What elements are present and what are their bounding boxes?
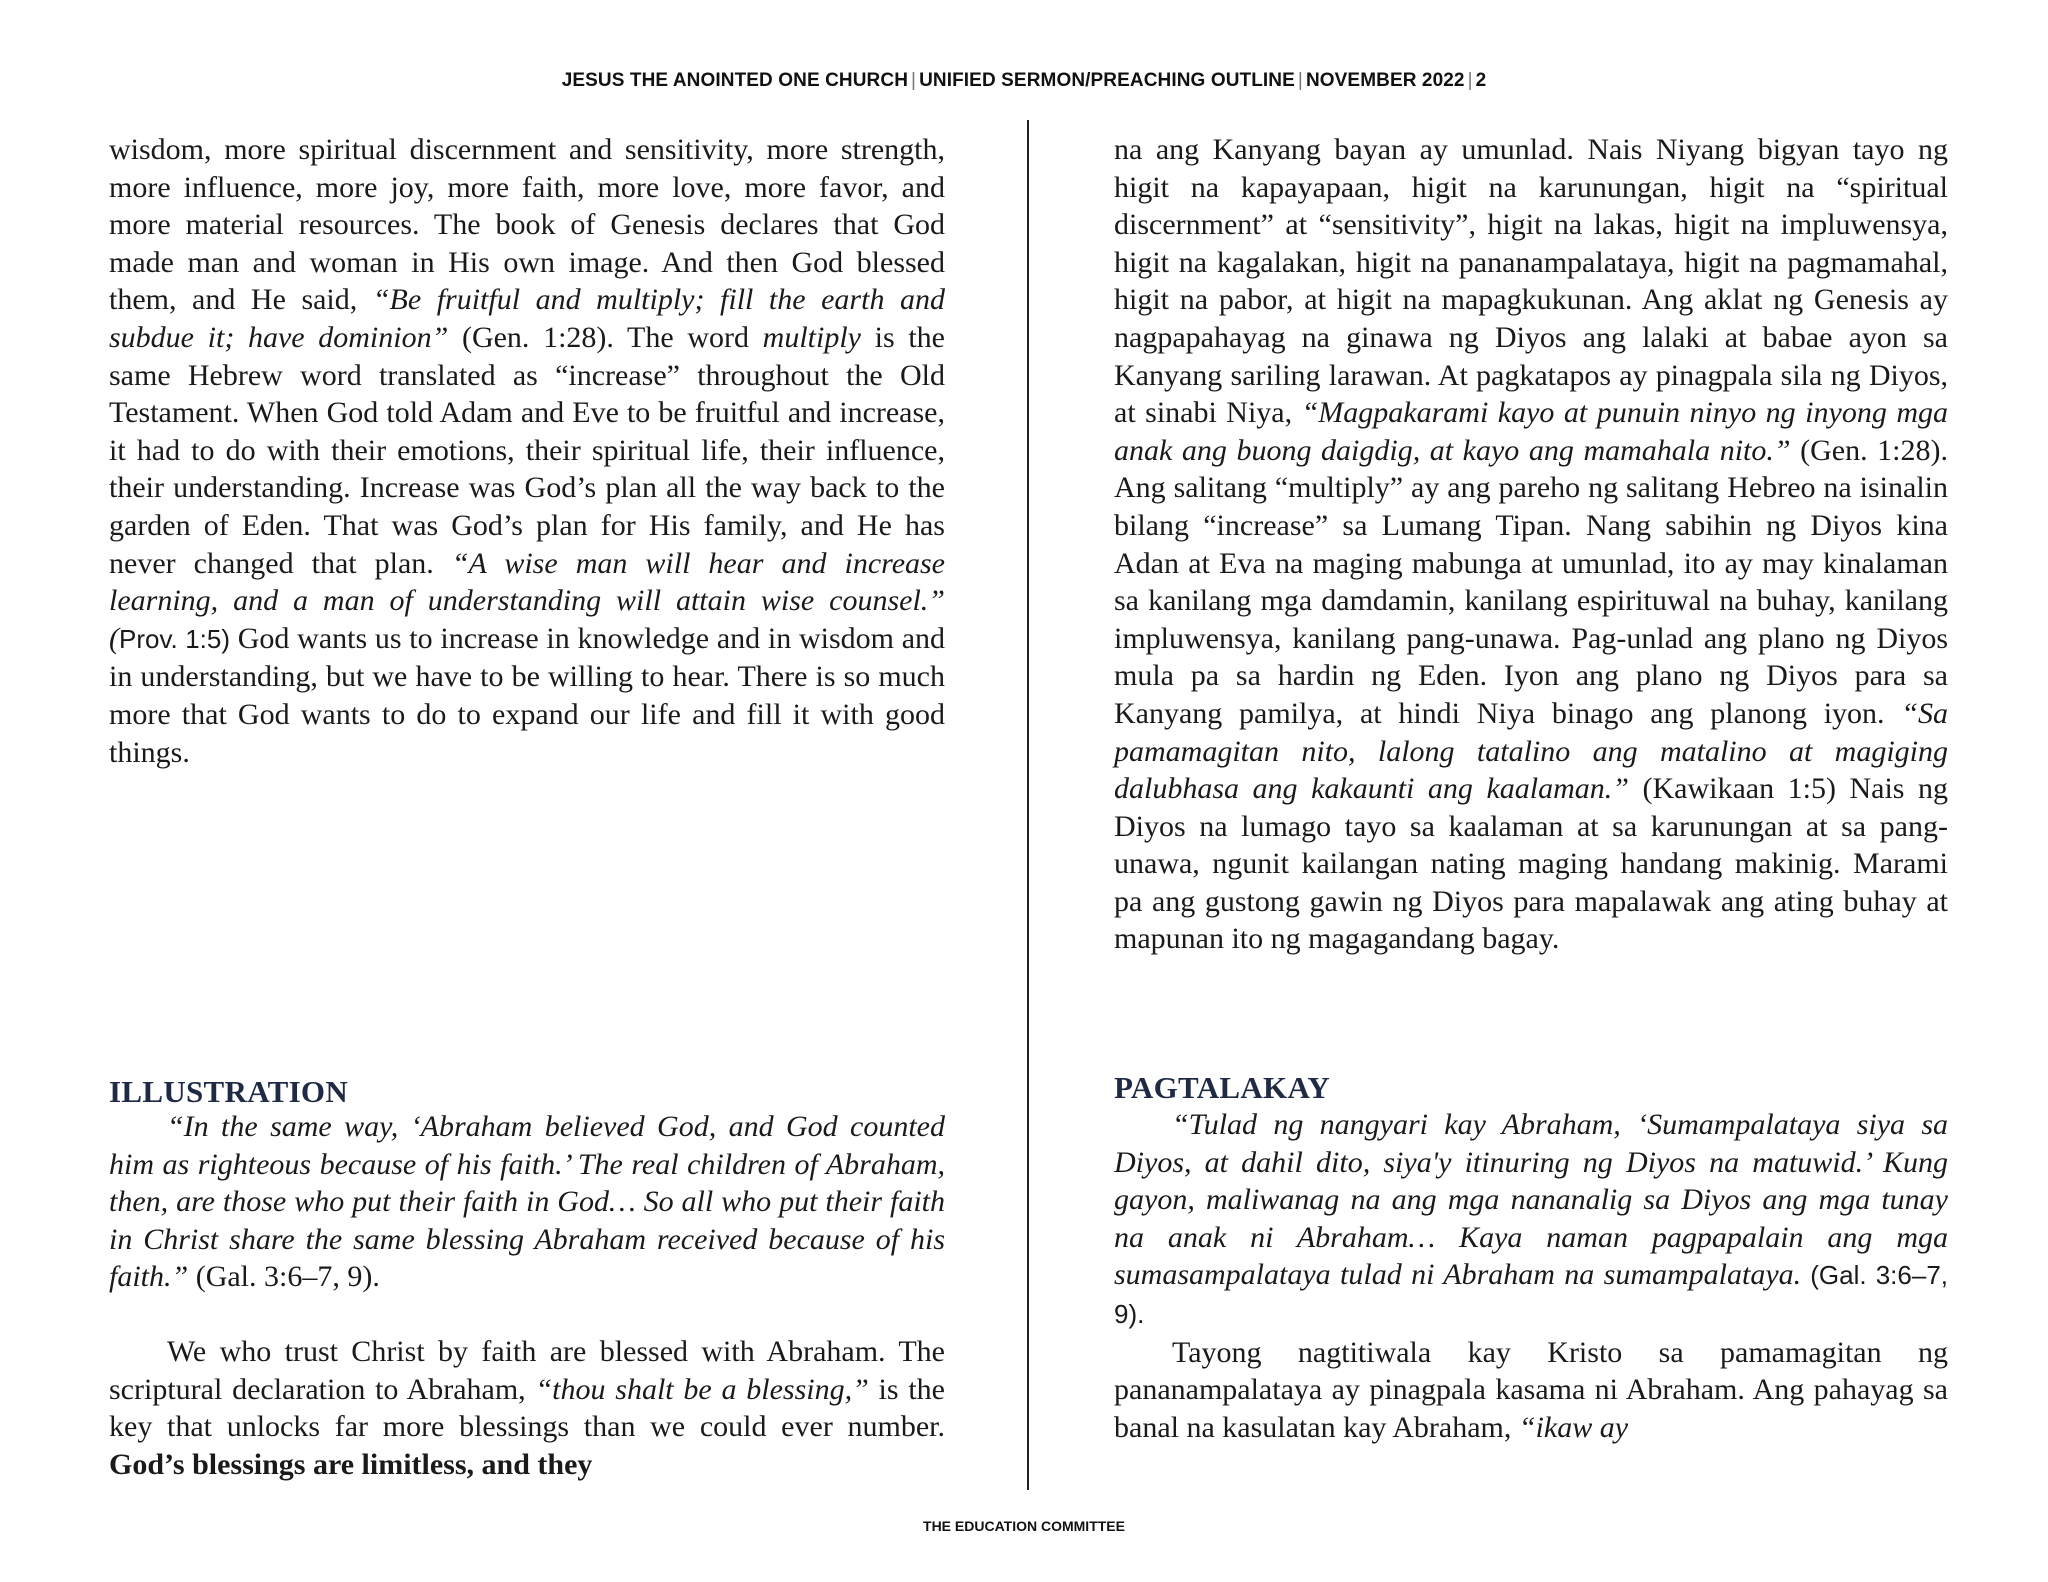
left-paragraph-3 — [109, 1333, 945, 1483]
emphasized-word: multiply — [762, 320, 861, 354]
header-separator: | — [911, 70, 917, 91]
left-column-top — [109, 131, 945, 771]
text-run: God wants us to increase in knowledge and in wisdom and in understanding, but we have to be willing to hear. There is so much more that God wants to do to expand our life and fill it with good things. — [109, 621, 946, 769]
scripture-reference: Prov. 1:5) — [119, 623, 231, 654]
bold-statement: God’s blessings are limitless, and they — [109, 1447, 593, 1481]
right-column-bottom — [1114, 1068, 1948, 1446]
scripture-quote: “A wise man will hear and increase learning, and a man of understanding will attain wise counsel.” ( — [109, 546, 945, 655]
left-column-bottom — [109, 1072, 945, 1483]
scripture-quote: “In the same way, ‘Abraham believed God, and God counted him as righteous because of his faith.’ The real children of Abraham, then, are those who put their faith in God… So all who put their faith in Christ share the same blessing Abraham received because of his faith.” — [109, 1110, 945, 1294]
header-date: NOVEMBER 2022 — [1305, 70, 1465, 91]
column-divider — [1027, 120, 1029, 1490]
page-footer: THE EDUCATION COMMITTEE — [923, 1518, 1125, 1534]
right-column-top — [1114, 131, 1948, 958]
scripture-quote: “thou shalt be a blessing,” — [535, 1372, 869, 1406]
page-header — [0, 70, 2048, 92]
text-run: is the same Hebrew word translated as “increase” throughout the Old Testament. When God told Adam and Eve to be fruitful and increase, it had to do with their emotions, their spiritual life, their influence, their understanding. Increase was God’s plan all the way back to the garden of Eden. That was God’s plan for His family, and He has never changed that plan. — [109, 320, 945, 580]
text-run: is the key that unlocks far more blessings than we could ever number. — [109, 1372, 945, 1444]
text-run: na ang Kanyang bayan ay umunlad. Nais Niyang bigyan tayo ng higit na kapayapaan, higit na karunungan, higit na “spiritual discernment” at “sensitivity”, higit na lakas, higit na impluwensya, higit na kagalakan, higit na pananampalataya, higit na pagmamahal, higit na pabor, at higit na mapagkukunan. Ang aklat ng Genesis ay nagpapahayag na ginawa ng Diyos ang lalaki at babae ayon sa Kanyang sariling larawan. At pagkatapos ay pinagpala sila ng Diyos, at sinabi Niya, — [1114, 133, 1948, 430]
header-page-number: 2 — [1475, 70, 1487, 91]
right-paragraph-1 — [1114, 131, 1948, 958]
text-run: wisdom, more spiritual discernment and sensitivity, more strength, more influence, more joy, more faith, more love, more favor, and more material resources. The book of Genesis declares that God made man and woman in His own image. And then God blessed them, and He said, — [109, 133, 945, 317]
scripture-reference: (Gal. 3:6–7, 9). — [188, 1260, 380, 1294]
scripture-quote: “Tulad ng nangyari kay Abraham, ‘Sumampalataya siya sa Diyos, at dahil dito, siya'y itinuring ng Diyos na matuwid.’ Kung gayon, maliwanag na ang mga nananalig sa Diyos ang mga tunay na anak ni Abraham… Kaya naman pagpapalain ang mga sumasampalataya tulad ni Abraham na sumampalataya. — [1114, 1108, 1948, 1292]
section-heading-pagtalakay: PAGTALAKAY — [1114, 1070, 1331, 1105]
header-separator: | — [1467, 70, 1473, 91]
scripture-quote: “ikaw ay — [1518, 1410, 1629, 1444]
right-paragraph-2 — [1114, 1106, 1948, 1334]
scripture-reference: (Gal. 3:6–7, 9). — [1114, 1260, 1948, 1329]
scripture-quote: “Magpakarami kayo at punuin ninyo ng inyong mga anak ang buong daigdig, at kayo ang mamahala nito.” — [1114, 396, 1948, 467]
scripture-quote: “Be fruitful and multiply; fill the earth and subdue it; have dominion” — [109, 283, 945, 354]
right-paragraph-3 — [1114, 1334, 1948, 1447]
text-run: We who trust Christ by faith are blessed with Abraham. The scriptural declaration to Abraham, — [109, 1334, 945, 1406]
header-separator: | — [1297, 70, 1303, 91]
header-org: JESUS THE ANOINTED ONE CHURCH — [561, 70, 909, 91]
left-paragraph-2 — [109, 1108, 945, 1296]
section-heading-illustration: ILLUSTRATION — [109, 1074, 349, 1109]
scripture-quote: “Sa pamamagitan nito, lalong tatalino ang matalino at magiging dalubhasa ang kakaunti ang kaalaman.” — [1114, 696, 1948, 806]
text-run: Tayong nagtitiwala kay Kristo sa pamamagitan ng pananampalataya ay pinagpala kasama ni Abraham. Ang pahayag sa banal na kasulatan kay Abraham, — [1114, 1335, 1948, 1444]
left-paragraph-1 — [109, 131, 945, 771]
header-title: UNIFIED SERMON/PREACHING OUTLINE — [919, 70, 1295, 91]
text-run: (Kawikaan 1:5) Nais ng Diyos na lumago tayo sa kaalaman at sa karunungan at sa pang-unawa, ngunit kailangan nating maging handang makinig. Marami pa ang gustong gawin ng Diyos para mapalawak ang ating buhay at mapunan ito ng magagandang bagay. — [1114, 772, 1949, 956]
text-run: (Gen. 1:28). Ang salitang “multiply” ay ang pareho ng salitang Hebreo na isinalin bilang “increase” sa Lumang Tipan. Nang sabihin ng Diyos kina Adan at Eva na maging mabunga at umunlad, ito ay may kinalaman sa kanilang mga damdamin, kanilang espirituwal na buhay, kanilang impluwensya, kanilang pang-unawa. Pag-unlad ang plano ng Diyos mula pa sa hardin ng Eden. Iyon ang plano ng Diyos para sa Kanyang pamilya, at hindi Niya binago ang planong iyon. — [1114, 433, 1948, 730]
text-run: (Gen. 1:28). The word — [448, 320, 763, 354]
